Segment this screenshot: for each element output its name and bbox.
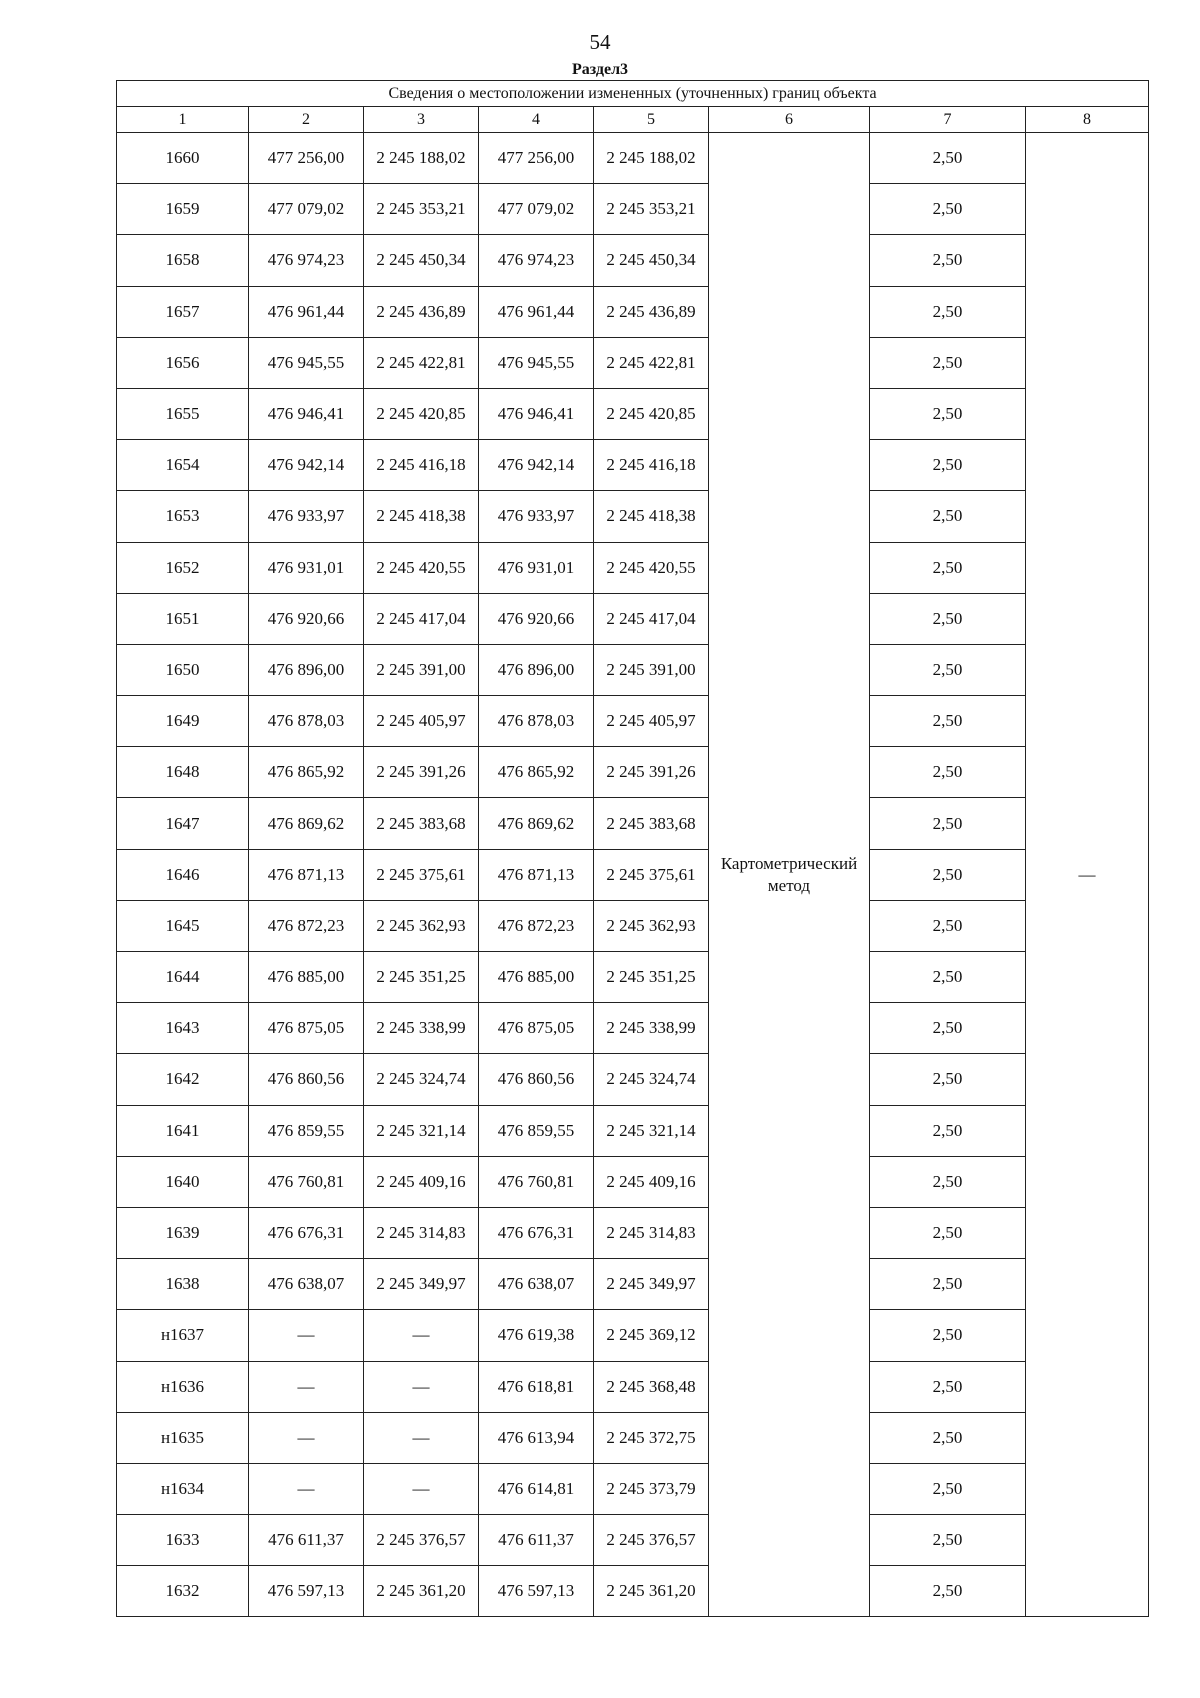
old-y-cell: 2 245 418,38 — [364, 491, 479, 542]
column-number: 7 — [870, 107, 1026, 133]
old-y-cell: 2 245 349,97 — [364, 1259, 479, 1310]
point-number-cell: н1637 — [117, 1310, 249, 1361]
old-x-cell: 476 865,92 — [249, 747, 364, 798]
old-x-cell: 477 079,02 — [249, 184, 364, 235]
table-row — [117, 644, 1149, 695]
old-y-cell: 2 245 417,04 — [364, 593, 479, 644]
accuracy-cell: 2,50 — [870, 1463, 1026, 1514]
table-row — [117, 337, 1149, 388]
point-number-cell: 1640 — [117, 1156, 249, 1207]
new-y-cell: 2 245 353,21 — [594, 184, 709, 235]
old-x-cell: 477 256,00 — [249, 133, 364, 184]
old-y-cell: 2 245 324,74 — [364, 1054, 479, 1105]
column-number: 4 — [479, 107, 594, 133]
section-title: Раздел3 — [571, 61, 629, 78]
old-y-cell: 2 245 361,20 — [364, 1566, 479, 1617]
new-x-cell: 476 597,13 — [479, 1566, 594, 1617]
new-x-cell: 476 871,13 — [479, 849, 594, 900]
table-row — [117, 1463, 1149, 1514]
old-y-cell: 2 245 351,25 — [364, 952, 479, 1003]
new-x-cell: 476 614,81 — [479, 1463, 594, 1514]
accuracy-cell: 2,50 — [870, 388, 1026, 439]
new-y-cell: 2 245 361,20 — [594, 1566, 709, 1617]
new-y-cell: 2 245 436,89 — [594, 286, 709, 337]
old-y-cell: 2 245 362,93 — [364, 900, 479, 951]
new-y-cell: 2 245 418,38 — [594, 491, 709, 542]
new-y-cell: 2 245 450,34 — [594, 235, 709, 286]
old-x-cell: 476 931,01 — [249, 542, 364, 593]
table-row — [117, 1003, 1149, 1054]
table-row — [117, 952, 1149, 1003]
old-y-cell: 2 245 420,55 — [364, 542, 479, 593]
old-x-cell: 476 885,00 — [249, 952, 364, 1003]
old-y-cell: 2 245 376,57 — [364, 1515, 479, 1566]
page-number: 54 — [589, 30, 611, 54]
old-x-cell: 476 871,13 — [249, 849, 364, 900]
new-x-cell: 476 865,92 — [479, 747, 594, 798]
column-number: 1 — [117, 107, 249, 133]
new-y-cell: 2 245 383,68 — [594, 798, 709, 849]
new-y-cell: 2 245 405,97 — [594, 696, 709, 747]
old-y-cell: 2 245 416,18 — [364, 440, 479, 491]
point-number-cell: 1642 — [117, 1054, 249, 1105]
accuracy-cell: 2,50 — [870, 696, 1026, 747]
new-y-cell: 2 245 420,55 — [594, 542, 709, 593]
accuracy-cell: 2,50 — [870, 1515, 1026, 1566]
table-row — [117, 1566, 1149, 1617]
accuracy-cell: 2,50 — [870, 644, 1026, 695]
point-number-cell: н1635 — [117, 1412, 249, 1463]
accuracy-cell: 2,50 — [870, 1259, 1026, 1310]
old-x-cell: 476 760,81 — [249, 1156, 364, 1207]
old-y-cell: — — [364, 1310, 479, 1361]
old-x-cell: 476 638,07 — [249, 1259, 364, 1310]
old-y-cell: 2 245 321,14 — [364, 1105, 479, 1156]
new-x-cell: 476 931,01 — [479, 542, 594, 593]
method-cell: Картометрический метод — [709, 133, 870, 1617]
table-row — [117, 798, 1149, 849]
old-x-cell: — — [249, 1361, 364, 1412]
old-x-cell: — — [249, 1310, 364, 1361]
new-x-cell: 476 869,62 — [479, 798, 594, 849]
new-y-cell: 2 245 417,04 — [594, 593, 709, 644]
point-number-cell: 1657 — [117, 286, 249, 337]
new-y-cell: 2 245 368,48 — [594, 1361, 709, 1412]
table-row — [117, 133, 1149, 184]
accuracy-cell: 2,50 — [870, 952, 1026, 1003]
old-x-cell: 476 869,62 — [249, 798, 364, 849]
table-row — [117, 747, 1149, 798]
accuracy-cell: 2,50 — [870, 133, 1026, 184]
accuracy-cell: 2,50 — [870, 1412, 1026, 1463]
note-cell: — — [1026, 133, 1149, 1617]
old-x-cell: 476 611,37 — [249, 1515, 364, 1566]
column-number: 5 — [594, 107, 709, 133]
table-row — [117, 440, 1149, 491]
table-row — [117, 388, 1149, 439]
point-number-cell: 1644 — [117, 952, 249, 1003]
new-y-cell: 2 245 420,85 — [594, 388, 709, 439]
accuracy-cell: 2,50 — [870, 1361, 1026, 1412]
boundary-coordinates-table — [116, 80, 1149, 1617]
table-row — [117, 184, 1149, 235]
new-x-cell: 476 676,31 — [479, 1207, 594, 1258]
old-y-cell: 2 245 188,02 — [364, 133, 479, 184]
accuracy-cell: 2,50 — [870, 1003, 1026, 1054]
point-number-cell: 1638 — [117, 1259, 249, 1310]
old-x-cell: 476 933,97 — [249, 491, 364, 542]
table-row — [117, 1207, 1149, 1258]
new-x-cell: 476 618,81 — [479, 1361, 594, 1412]
point-number-cell: 1656 — [117, 337, 249, 388]
new-x-cell: 476 613,94 — [479, 1412, 594, 1463]
point-number-cell: 1651 — [117, 593, 249, 644]
old-x-cell: — — [249, 1412, 364, 1463]
old-y-cell: 2 245 353,21 — [364, 184, 479, 235]
old-y-cell: 2 245 375,61 — [364, 849, 479, 900]
old-x-cell: 476 974,23 — [249, 235, 364, 286]
point-number-cell: н1634 — [117, 1463, 249, 1514]
table-caption: Сведения о местоположении измененных (уточненных) границ объекта — [117, 81, 1149, 107]
new-x-cell: 476 933,97 — [479, 491, 594, 542]
point-number-cell: 1633 — [117, 1515, 249, 1566]
new-x-cell: 476 946,41 — [479, 388, 594, 439]
table-body — [117, 133, 1149, 1617]
point-number-cell: 1648 — [117, 747, 249, 798]
point-number-cell: 1653 — [117, 491, 249, 542]
column-number: 3 — [364, 107, 479, 133]
accuracy-cell: 2,50 — [870, 286, 1026, 337]
accuracy-cell: 2,50 — [870, 1207, 1026, 1258]
new-x-cell: 476 945,55 — [479, 337, 594, 388]
accuracy-cell: 2,50 — [870, 542, 1026, 593]
new-x-cell: 476 638,07 — [479, 1259, 594, 1310]
table-row — [117, 1310, 1149, 1361]
old-y-cell: — — [364, 1361, 479, 1412]
point-number-cell: 1643 — [117, 1003, 249, 1054]
point-number-cell: 1658 — [117, 235, 249, 286]
point-number-cell: 1650 — [117, 644, 249, 695]
new-x-cell: 476 878,03 — [479, 696, 594, 747]
table-row — [117, 1259, 1149, 1310]
new-y-cell: 2 245 416,18 — [594, 440, 709, 491]
new-x-cell: 476 974,23 — [479, 235, 594, 286]
new-x-cell: 476 619,38 — [479, 1310, 594, 1361]
new-y-cell: 2 245 391,00 — [594, 644, 709, 695]
new-y-cell: 2 245 422,81 — [594, 337, 709, 388]
table-row — [117, 1156, 1149, 1207]
new-x-cell: 476 860,56 — [479, 1054, 594, 1105]
old-y-cell: 2 245 420,85 — [364, 388, 479, 439]
new-y-cell: 2 245 372,75 — [594, 1412, 709, 1463]
accuracy-cell: 2,50 — [870, 235, 1026, 286]
old-y-cell: 2 245 391,00 — [364, 644, 479, 695]
old-x-cell: 476 920,66 — [249, 593, 364, 644]
old-x-cell: 476 872,23 — [249, 900, 364, 951]
new-x-cell: 476 760,81 — [479, 1156, 594, 1207]
old-y-cell: 2 245 409,16 — [364, 1156, 479, 1207]
old-x-cell: 476 946,41 — [249, 388, 364, 439]
old-x-cell: 476 961,44 — [249, 286, 364, 337]
old-y-cell: 2 245 338,99 — [364, 1003, 479, 1054]
point-number-cell: 1639 — [117, 1207, 249, 1258]
accuracy-cell: 2,50 — [870, 491, 1026, 542]
accuracy-cell: 2,50 — [870, 184, 1026, 235]
old-x-cell: 476 859,55 — [249, 1105, 364, 1156]
old-x-cell: 476 597,13 — [249, 1566, 364, 1617]
new-x-cell: 476 885,00 — [479, 952, 594, 1003]
table-row — [117, 1054, 1149, 1105]
new-x-cell: 476 896,00 — [479, 644, 594, 695]
new-x-cell: 476 961,44 — [479, 286, 594, 337]
new-x-cell: 476 859,55 — [479, 1105, 594, 1156]
table-row — [117, 593, 1149, 644]
new-y-cell: 2 245 409,16 — [594, 1156, 709, 1207]
accuracy-cell: 2,50 — [870, 798, 1026, 849]
new-y-cell: 2 245 362,93 — [594, 900, 709, 951]
point-number-cell: н1636 — [117, 1361, 249, 1412]
old-y-cell: 2 245 450,34 — [364, 235, 479, 286]
point-number-cell: 1659 — [117, 184, 249, 235]
old-y-cell: 2 245 405,97 — [364, 696, 479, 747]
old-x-cell: — — [249, 1463, 364, 1514]
new-y-cell: 2 245 369,12 — [594, 1310, 709, 1361]
accuracy-cell: 2,50 — [870, 337, 1026, 388]
point-number-cell: 1632 — [117, 1566, 249, 1617]
new-x-cell: 477 079,02 — [479, 184, 594, 235]
point-number-cell: 1654 — [117, 440, 249, 491]
old-y-cell: — — [364, 1463, 479, 1514]
old-x-cell: 476 942,14 — [249, 440, 364, 491]
accuracy-cell: 2,50 — [870, 1054, 1026, 1105]
table-row — [117, 900, 1149, 951]
point-number-cell: 1641 — [117, 1105, 249, 1156]
table-row — [117, 1105, 1149, 1156]
table-row — [117, 235, 1149, 286]
table-row — [117, 1361, 1149, 1412]
old-x-cell: 476 875,05 — [249, 1003, 364, 1054]
new-y-cell: 2 245 324,74 — [594, 1054, 709, 1105]
old-x-cell: 476 896,00 — [249, 644, 364, 695]
accuracy-cell: 2,50 — [870, 849, 1026, 900]
point-number-cell: 1649 — [117, 696, 249, 747]
new-y-cell: 2 245 349,97 — [594, 1259, 709, 1310]
table-row — [117, 286, 1149, 337]
column-number: 6 — [709, 107, 870, 133]
old-y-cell: — — [364, 1412, 479, 1463]
point-number-cell: 1646 — [117, 849, 249, 900]
accuracy-cell: 2,50 — [870, 747, 1026, 798]
point-number-cell: 1645 — [117, 900, 249, 951]
new-y-cell: 2 245 391,26 — [594, 747, 709, 798]
table-row — [117, 491, 1149, 542]
new-x-cell: 476 875,05 — [479, 1003, 594, 1054]
point-number-cell: 1652 — [117, 542, 249, 593]
new-x-cell: 477 256,00 — [479, 133, 594, 184]
new-x-cell: 476 920,66 — [479, 593, 594, 644]
new-y-cell: 2 245 338,99 — [594, 1003, 709, 1054]
table-row — [117, 1515, 1149, 1566]
accuracy-cell: 2,50 — [870, 440, 1026, 491]
column-number: 8 — [1026, 107, 1149, 133]
new-y-cell: 2 245 375,61 — [594, 849, 709, 900]
old-y-cell: 2 245 422,81 — [364, 337, 479, 388]
table-row — [117, 696, 1149, 747]
old-x-cell: 476 676,31 — [249, 1207, 364, 1258]
new-y-cell: 2 245 376,57 — [594, 1515, 709, 1566]
accuracy-cell: 2,50 — [870, 1310, 1026, 1361]
old-y-cell: 2 245 436,89 — [364, 286, 479, 337]
accuracy-cell: 2,50 — [870, 1566, 1026, 1617]
column-number: 2 — [249, 107, 364, 133]
old-y-cell: 2 245 314,83 — [364, 1207, 479, 1258]
point-number-cell: 1655 — [117, 388, 249, 439]
accuracy-cell: 2,50 — [870, 1105, 1026, 1156]
accuracy-cell: 2,50 — [870, 900, 1026, 951]
table-row — [117, 1412, 1149, 1463]
point-number-cell: 1660 — [117, 133, 249, 184]
accuracy-cell: 2,50 — [870, 1156, 1026, 1207]
new-y-cell: 2 245 321,14 — [594, 1105, 709, 1156]
old-y-cell: 2 245 383,68 — [364, 798, 479, 849]
old-x-cell: 476 860,56 — [249, 1054, 364, 1105]
new-y-cell: 2 245 314,83 — [594, 1207, 709, 1258]
new-y-cell: 2 245 351,25 — [594, 952, 709, 1003]
new-x-cell: 476 942,14 — [479, 440, 594, 491]
new-y-cell: 2 245 188,02 — [594, 133, 709, 184]
new-x-cell: 476 611,37 — [479, 1515, 594, 1566]
point-number-cell: 1647 — [117, 798, 249, 849]
table-row — [117, 849, 1149, 900]
new-y-cell: 2 245 373,79 — [594, 1463, 709, 1514]
old-x-cell: 476 945,55 — [249, 337, 364, 388]
accuracy-cell: 2,50 — [870, 593, 1026, 644]
old-x-cell: 476 878,03 — [249, 696, 364, 747]
new-x-cell: 476 872,23 — [479, 900, 594, 951]
table-row — [117, 542, 1149, 593]
old-y-cell: 2 245 391,26 — [364, 747, 479, 798]
